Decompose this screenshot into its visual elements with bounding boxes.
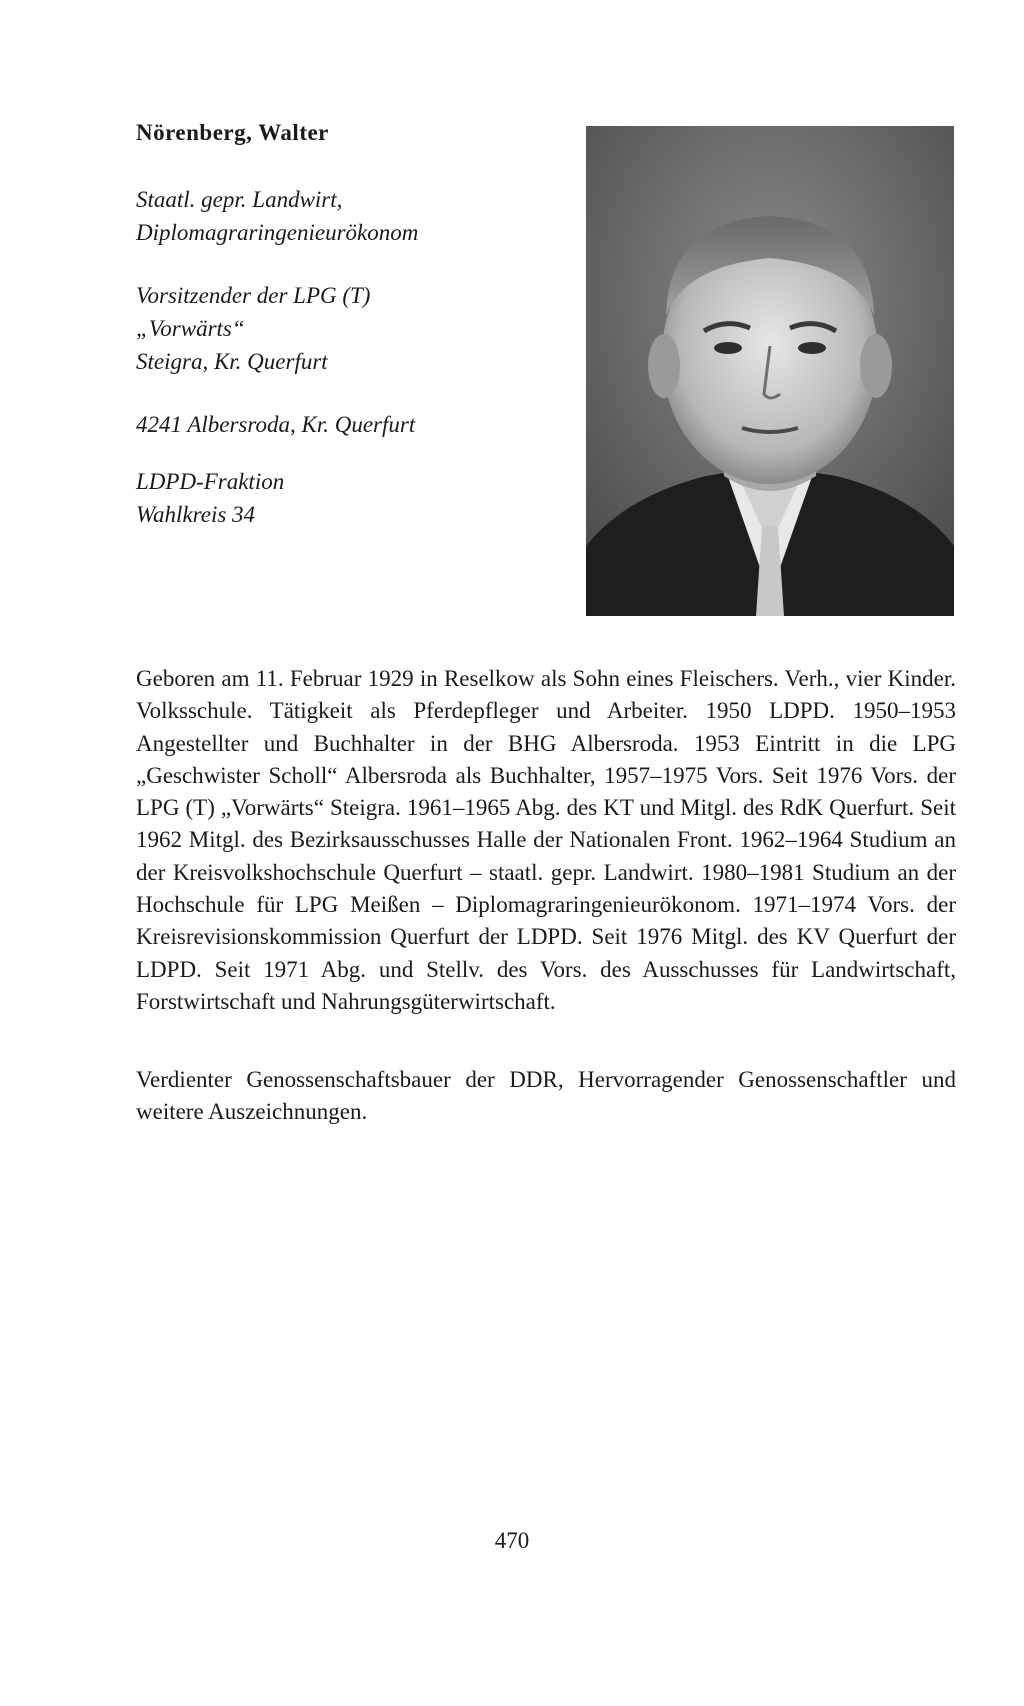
qualifications <box>136 183 576 249</box>
qualification-line: Diplomagraringenieurökonom <box>136 220 419 245</box>
portrait-photo <box>586 126 954 616</box>
address <box>136 408 576 441</box>
entry-name: Nörenberg, Walter <box>136 120 329 145</box>
address-line: 4241 Albersroda, Kr. Querfurt <box>136 412 416 437</box>
position-line: Vorsitzender der LPG (T) <box>136 283 371 308</box>
position-line: Steigra, Kr. Querfurt <box>136 349 328 374</box>
honors-paragraph: Verdienter Genossenschaftsbauer der DDR, Hervorragender Genossenschaftler und weitere Auszeichnungen. <box>136 1067 956 1125</box>
portrait-illustration <box>586 126 954 616</box>
position-block <box>136 279 576 378</box>
faction-block <box>136 465 576 531</box>
biography-paragraph: Geboren am 11. Februar 1929 in Reselkow als Sohn eines Fleischers. Verh., vier Kinder. Volksschule. Tätigkeit als Pferdepfleger und Arbeiter. 1950 LDPD. 1950–1953 Angestellter und Buchhalter in der BHG Albersroda. 1953 Eintritt in die LPG „Geschwister Scholl“ Albersroda als Buchhalter, 1957–1975 Vors. Seit 1976 Vors. der LPG (T) „Vorwärts“ Steigra. 1961–1965 Abg. des KT und Mitgl. des RdK Querfurt. Seit 1962 Mitgl. des Bezirksausschusses Halle der Nationalen Front. 1962–1964 Studium an der Kreisvolkshochschule Querfurt – staatl. gepr. Landwirt. 1980–1981 Studium an der Hochschule für LPG Meißen – Diplomagraringenieurökonom. 1971–1974 Vors. der Kreisrevisionskommission Querfurt der LDPD. Seit 1976 Mitgl. des KV Querfurt der LDPD. Seit 1971 Abg. und Stellv. des Vors. des Ausschusses für Landwirtschaft, Forstwirtschaft und Nahrungsgüterwirtschaft. <box>136 666 956 1014</box>
qualification-line: Staatl. gepr. Landwirt, <box>136 187 343 212</box>
faction-line: LDPD-Fraktion <box>136 469 285 494</box>
position-line: „Vorwärts“ <box>136 316 245 341</box>
page-number: 470 <box>494 1528 530 1553</box>
constituency-line: Wahlkreis 34 <box>136 502 256 527</box>
